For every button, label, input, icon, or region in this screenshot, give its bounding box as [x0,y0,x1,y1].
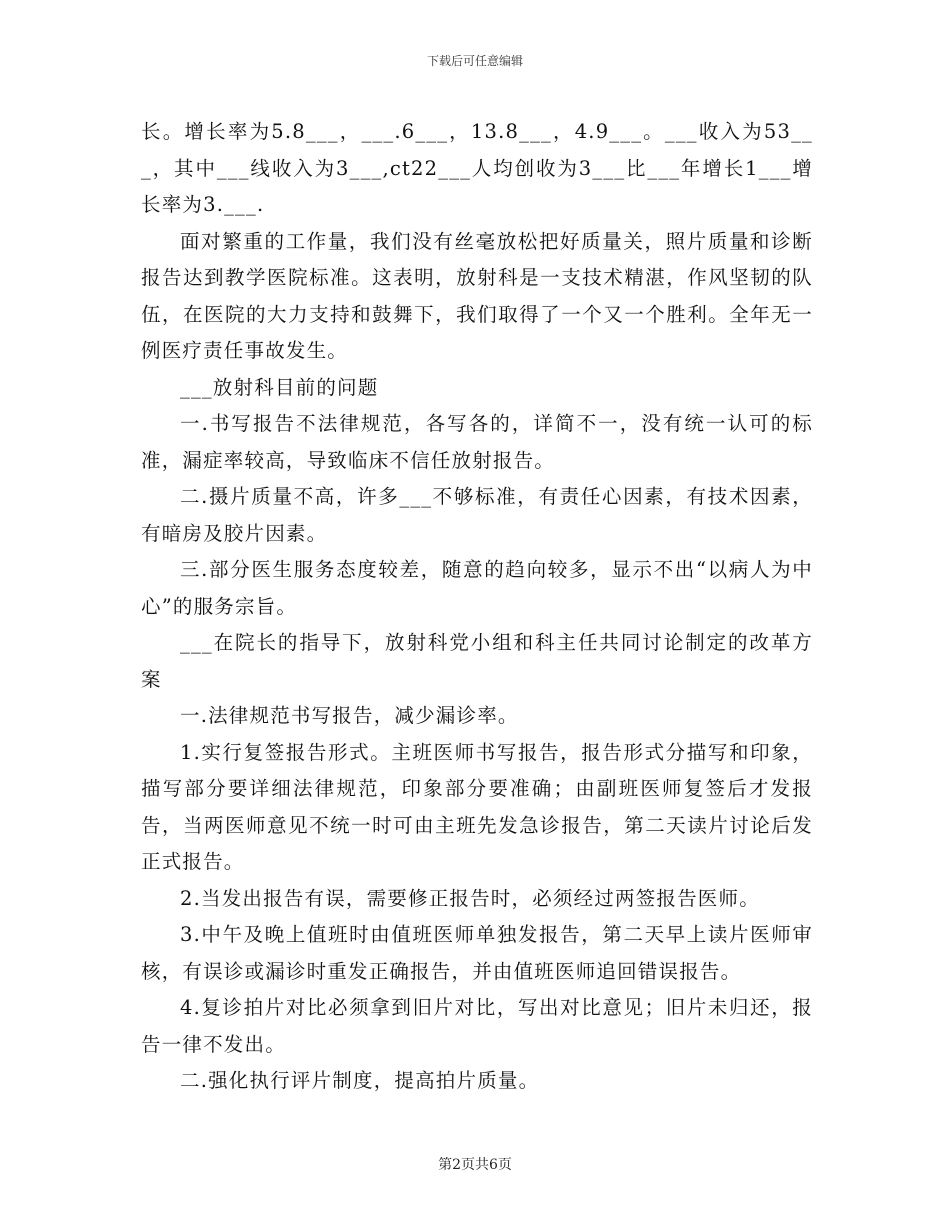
section-heading-problems: ___放射科目前的问题 [180,375,379,399]
reform-item-4: 4.复诊拍片对比必须拿到旧片对比，写出对比意见；旧片未归还，报告一律不发出。 [141,996,813,1056]
page-number: 第2页共6页 [438,1157,512,1173]
reform-item-3: 3.中午及晚上值班时由值班医师单独发报告，第二天早上读片医师审核，有误诊或漏诊时重发正确报告，并由值班医师追回错误报告。 [141,923,813,983]
reform-item-1: 1.实行复签报告形式。主班医师书写报告，报告形式分描写和印象，描写部分要详细法律规范，印象部分要准确；由副班医师复签后才发报告，当两医师意见不统一时可由主班先发急诊报告，第二天读片讨论后发正式报告。 [141,740,813,873]
section-heading-reform-plan: ___在院长的指导下，放射科党小组和科主任共同讨论制定的改革方案 [141,631,813,691]
page-header-note: 下载后可任意编辑 [426,54,523,68]
document-body [141,114,813,1100]
reform-heading-2: 二.强化执行评片制度，提高拍片质量。 [180,1069,540,1092]
reform-item-2: 2.当发出报告有误，需要修正报告时，必须经过两签报告医师。 [180,886,760,910]
reform-heading-1: 一.法律规范书写报告，减少漏诊率。 [180,704,519,727]
paragraph-growth-stats: 长。增长率为5.8___，___.6___，13.8___，4.9___。___收入为53___，其中___线收入为3___,ct22___人均创收为3___比___年增长1___增长率为3.___. [141,120,813,216]
problem-item-1: 一.书写报告不法律规范，各写各的，详简不一，没有统一认可的标准，漏症率较高，导致临床不信任放射报告。 [141,412,813,472]
paragraph-quality: 面对繁重的工作量，我们没有丝毫放松把好质量关，照片质量和诊断报告达到教学医院标准。这表明，放射科是一支技术精湛，作风坚韧的队伍，在医院的大力支持和鼓舞下，我们取得了一个又一个胜利。全年无一例医疗责任事故发生。 [141,229,813,362]
problem-item-2: 二.摄片质量不高，许多___不够标准，有责任心因素，有技术因素，有暗房及胶片因素。 [141,485,813,545]
problem-item-3: 三.部分医生服务态度较差，随意的趋向较多，显示不出“以病人为中心”的服务宗旨。 [141,558,813,618]
